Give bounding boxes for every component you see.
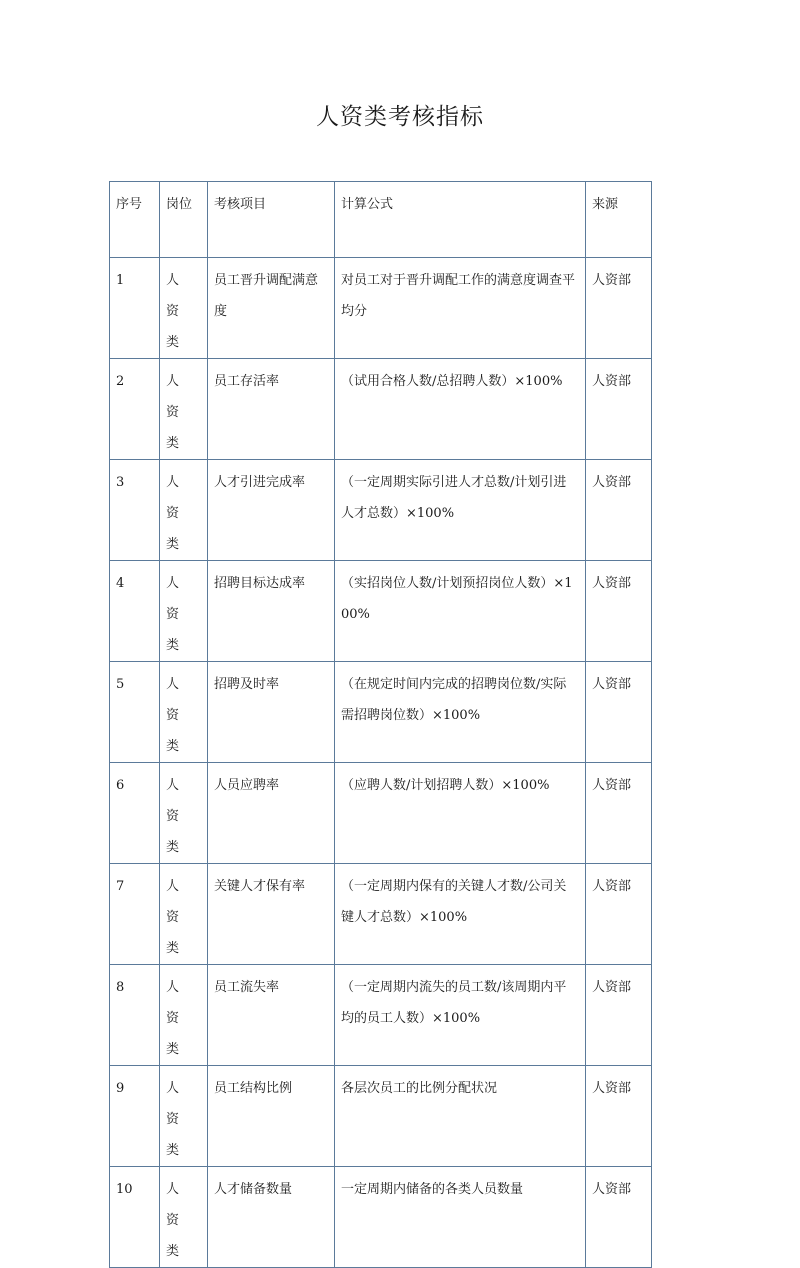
- header-source: 来源: [586, 182, 652, 258]
- row-item: 人员应聘率: [208, 763, 335, 864]
- row-no: 6: [110, 763, 160, 864]
- table-row: [110, 1066, 652, 1167]
- row-position: 人资类: [160, 763, 208, 864]
- row-no: 9: [110, 1066, 160, 1167]
- row-no: 4: [110, 561, 160, 662]
- row-source: 人资部: [586, 1066, 652, 1167]
- row-position: 人资类: [160, 561, 208, 662]
- table-row: [110, 460, 652, 561]
- row-position: 人资类: [160, 359, 208, 460]
- row-position: 人资类: [160, 1167, 208, 1268]
- row-formula: （一定周期内保有的关键人才数/公司关键人才总数）×100%: [335, 864, 586, 965]
- row-formula: 一定周期内储备的各类人员数量: [335, 1167, 586, 1268]
- row-formula: （试用合格人数/总招聘人数）×100%: [335, 359, 586, 460]
- row-formula: （一定周期内流失的员工数/该周期内平均的员工人数）×100%: [335, 965, 586, 1066]
- row-position: 人资类: [160, 662, 208, 763]
- table-row: [110, 763, 652, 864]
- row-source: 人资部: [586, 763, 652, 864]
- header-no: 序号: [110, 182, 160, 258]
- row-source: 人资部: [586, 1167, 652, 1268]
- row-position: 人资类: [160, 258, 208, 359]
- table-row: [110, 561, 652, 662]
- row-item: 关键人才保有率: [208, 864, 335, 965]
- table-row: [110, 1167, 652, 1268]
- row-no: 1: [110, 258, 160, 359]
- row-position: 人资类: [160, 965, 208, 1066]
- row-formula: 各层次员工的比例分配状况: [335, 1066, 586, 1167]
- row-no: 7: [110, 864, 160, 965]
- row-source: 人资部: [586, 864, 652, 965]
- row-item: 招聘目标达成率: [208, 561, 335, 662]
- header-formula: 计算公式: [335, 182, 586, 258]
- kpi-table: [109, 181, 652, 1268]
- table-row: [110, 258, 652, 359]
- row-formula: （一定周期实际引进人才总数/计划引进人才总数）×100%: [335, 460, 586, 561]
- table-header-row: [110, 182, 652, 258]
- row-formula: （在规定时间内完成的招聘岗位数/实际需招聘岗位数）×100%: [335, 662, 586, 763]
- table-row: [110, 864, 652, 965]
- row-item: 人才储备数量: [208, 1167, 335, 1268]
- row-source: 人资部: [586, 965, 652, 1066]
- row-no: 5: [110, 662, 160, 763]
- row-formula: （实招岗位人数/计划预招岗位人数）×100%: [335, 561, 586, 662]
- row-item: 员工结构比例: [208, 1066, 335, 1167]
- row-position: 人资类: [160, 460, 208, 561]
- table-row: [110, 359, 652, 460]
- row-no: 3: [110, 460, 160, 561]
- header-item: 考核项目: [208, 182, 335, 258]
- row-item: 招聘及时率: [208, 662, 335, 763]
- row-position: 人资类: [160, 1066, 208, 1167]
- row-no: 2: [110, 359, 160, 460]
- row-source: 人资部: [586, 460, 652, 561]
- row-no: 8: [110, 965, 160, 1066]
- page-title: 人资类考核指标: [316, 104, 484, 130]
- row-source: 人资部: [586, 258, 652, 359]
- table-row: [110, 662, 652, 763]
- row-source: 人资部: [586, 359, 652, 460]
- row-item: 员工流失率: [208, 965, 335, 1066]
- row-formula: 对员工对于晋升调配工作的满意度调查平均分: [335, 258, 586, 359]
- header-position: 岗位: [160, 182, 208, 258]
- row-item: 员工晋升调配满意度: [208, 258, 335, 359]
- table-row: [110, 965, 652, 1066]
- row-source: 人资部: [586, 561, 652, 662]
- row-source: 人资部: [586, 662, 652, 763]
- row-formula: （应聘人数/计划招聘人数）×100%: [335, 763, 586, 864]
- row-no: 10: [110, 1167, 160, 1268]
- row-item: 人才引进完成率: [208, 460, 335, 561]
- row-position: 人资类: [160, 864, 208, 965]
- row-item: 员工存活率: [208, 359, 335, 460]
